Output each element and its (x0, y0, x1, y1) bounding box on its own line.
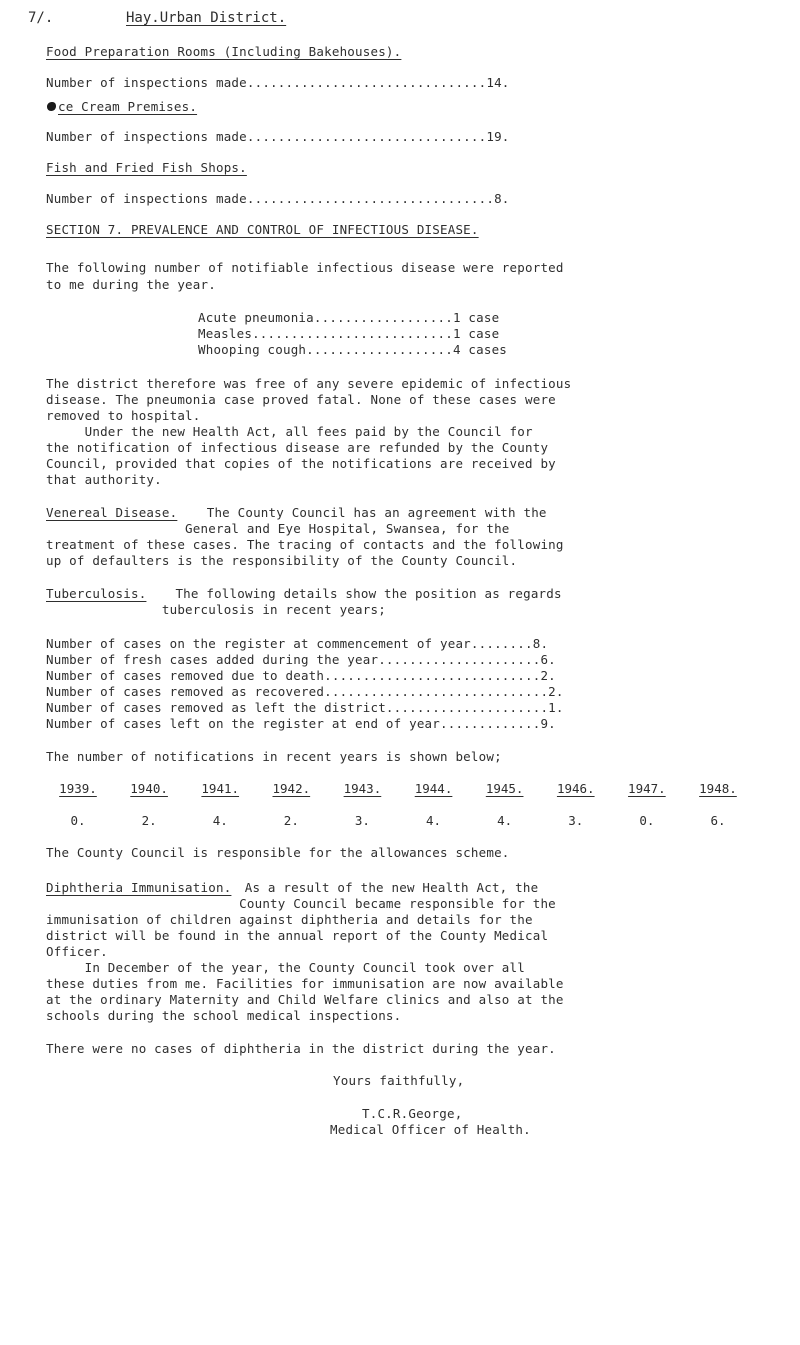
paragraph-line: immunisation of children against diphtheria and details for the (46, 912, 533, 927)
paragraph-line: The district therefore was free of any severe epidemic of infectious (46, 376, 572, 391)
disease-line: Whooping cough...................4 cases (198, 342, 508, 357)
year-cell: 1941. (201, 781, 240, 796)
notifications-intro: The number of notifications in recent years is shown below; (46, 749, 502, 764)
paragraph-line: Officer. (46, 944, 108, 959)
tuberculosis-stat: Number of cases removed as recovered.............................2. (46, 684, 564, 699)
tuberculosis-heading: Tuberculosis. (46, 586, 147, 601)
venereal-disease-heading: Venereal Disease. (46, 505, 178, 520)
year-cell: 1948. (699, 781, 737, 796)
paragraph-line: district will be found in the annual report of the County Medical (46, 928, 549, 943)
count-cell: 4. (426, 813, 442, 828)
tuberculosis-stat: Number of cases left on the register at end of year.............9. (46, 716, 556, 731)
year-cell: 1947. (628, 781, 666, 796)
fish-shops-heading: Fish and Fried Fish Shops. (46, 160, 247, 175)
tuberculosis-stat: Number of cases removed due to death............................2. (46, 668, 556, 683)
paragraph-line: that authority. (46, 472, 162, 487)
count-cell: 0. (70, 813, 86, 828)
notification-years-row (46, 781, 750, 797)
year-cell: 1944. (414, 781, 453, 796)
disease-line: Measles..........................1 case (198, 326, 500, 341)
count-cell: 4. (212, 813, 228, 828)
diphtheria-closing: There were no cases of diphtheria in the district during the year. (46, 1041, 556, 1056)
paragraph-line: up of defaulters is the responsibility of the County Council. (46, 553, 518, 568)
paragraph-line: treatment of these cases. The tracing of contacts and the following (46, 537, 564, 552)
notification-counts-row (46, 813, 750, 829)
paragraph-line: at the ordinary Maternity and Child Welfare clinics and also at the (46, 992, 564, 1007)
signatory-name: T.C.R.George, (362, 1106, 463, 1121)
paragraph-line: removed to hospital. (46, 408, 201, 423)
ink-blot (47, 102, 56, 111)
count-cell: 4. (497, 813, 513, 828)
paragraph-line: schools during the school medical inspections. (46, 1008, 402, 1023)
ice-cream-heading: ce Cream Premises. (58, 99, 198, 114)
ice-cream-inspections: Number of inspections made...............................19. (46, 129, 510, 144)
count-cell: 3. (354, 813, 370, 828)
paragraph-line: In December of the year, the County Council took over all (46, 960, 525, 975)
paragraph-line: tuberculosis in recent years; (46, 602, 386, 617)
year-cell: 1940. (130, 781, 168, 796)
disease-line: Acute pneumonia..................1 case (198, 310, 500, 325)
year-cell: 1939. (59, 781, 97, 796)
count-cell: 2. (283, 813, 299, 828)
food-preparation-heading: Food Preparation Rooms (Including Bakehouses). (46, 44, 402, 59)
tuberculosis-stat: Number of cases on the register at commencement of year........8. (46, 636, 549, 651)
count-cell: 0. (639, 813, 655, 828)
paragraph-line: General and Eye Hospital, Swansea, for the (46, 521, 510, 536)
year-cell: 1942. (272, 781, 311, 796)
year-cell: 1945. (485, 781, 524, 796)
food-preparation-inspections: Number of inspections made...............................14. (46, 75, 510, 90)
fish-shops-inspections: Number of inspections made................................8. (46, 191, 510, 206)
tuberculosis-stat: Number of cases removed as left the district.....................1. (46, 700, 564, 715)
count-cell: 2. (141, 813, 157, 828)
paragraph-line: Council, provided that copies of the notifications are received by (46, 456, 556, 471)
section-7-intro-line: The following number of notifiable infectious disease were reported (46, 260, 564, 275)
section-7-heading: SECTION 7. PREVALENCE AND CONTROL OF INFECTIOUS DISEASE. (46, 222, 479, 237)
allowances-line: The County Council is responsible for the allowances scheme. (46, 845, 510, 860)
year-cell: 1943. (343, 781, 382, 796)
tuberculosis-stat: Number of fresh cases added during the year.....................6. (46, 652, 556, 667)
paragraph-line: The County Council has an agreement with the (199, 505, 547, 520)
valediction: Yours faithfully, (333, 1073, 465, 1088)
section-7-intro-line: to me during the year. (46, 277, 216, 292)
paragraph-line: disease. The pneumonia case proved fatal. None of these cases were (46, 392, 556, 407)
paragraph-line: these duties from me. Facilities for immunisation are now available (46, 976, 564, 991)
paragraph-line: the notification of infectious disease are refunded by the County (46, 440, 549, 455)
paragraph-line: County Council became responsible for the (46, 896, 556, 911)
year-cell: 1946. (556, 781, 595, 796)
signatory-title: Medical Officer of Health. (330, 1122, 531, 1137)
count-cell: 3. (568, 813, 584, 828)
diphtheria-heading: Diphtheria Immunisation. (46, 880, 232, 895)
district-title: Hay.Urban District. (126, 10, 287, 26)
paragraph-line: The following details show the position as regards (160, 586, 562, 601)
paragraph-line: Under the new Health Act, all fees paid by the Council for (46, 424, 533, 439)
count-cell: 6. (710, 813, 726, 828)
page-number: 7/. (28, 10, 54, 26)
paragraph-line: As a result of the new Health Act, the (237, 880, 539, 895)
